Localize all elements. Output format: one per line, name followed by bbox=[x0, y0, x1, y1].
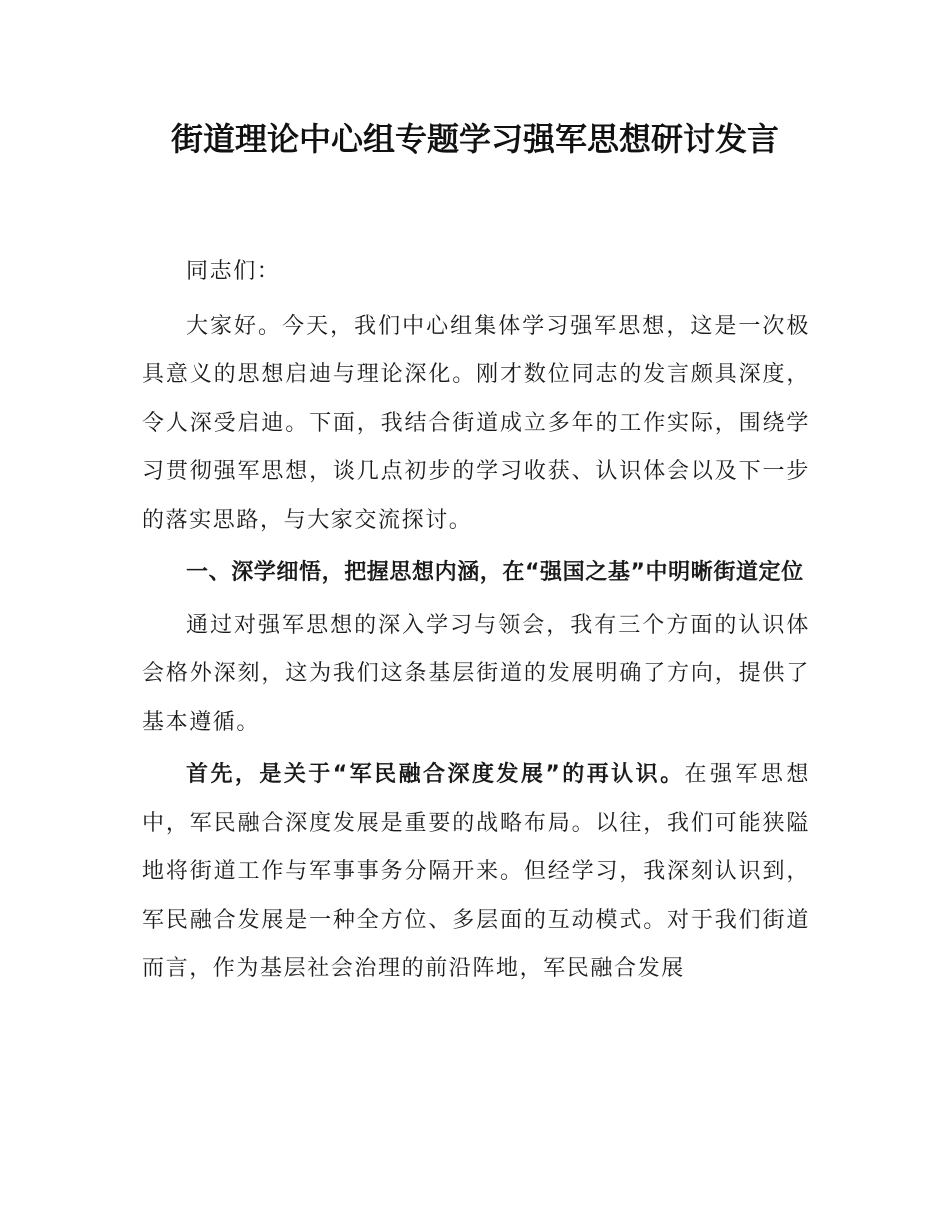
point-text-1: 在强军思想中，军民融合深度发展是重要的战略布局。以往，我们可能狭隘地将街道工作与军事事务分隔开来。但经学习，我深刻认识到，军民融合发展是一种全方位、多层面的互动模式。对于我们街道而言，作为基层社会治理的前沿阵地，军民融合发展 bbox=[142, 762, 810, 981]
point-paragraph-1 bbox=[142, 751, 810, 994]
intro-paragraph: 大家好。今天，我们中心组集体学习强军思想，这是一次极具意义的思想启迪与理论深化。刚才数位同志的发言颇具深度，令人深受启迪。下面，我结合街道成立多年的工作实际，围绕学习贯彻强军思想，谈几点初步的学习收获、认识体会以及下一步的落实思路，与大家交流探讨。 bbox=[142, 313, 810, 533]
section-summary-paragraph: 通过对强军思想的深入学习与领会，我有三个方面的认识体会格外深刻，这为我们这条基层街道的发展明确了方向，提供了基本遵循。 bbox=[142, 612, 810, 735]
point-lead-1: 首先，是关于“军民融合深度发展”的再认识。 bbox=[186, 762, 685, 787]
document-title: 街道理论中心组专题学习强军思想研讨发言 bbox=[170, 120, 779, 158]
greeting-paragraph: 同志们： bbox=[186, 259, 281, 284]
section-heading-1: 一、深学细悟，把握思想内涵，在“强国之基”中明晰街道定位 bbox=[186, 560, 804, 585]
document-body bbox=[142, 248, 810, 998]
